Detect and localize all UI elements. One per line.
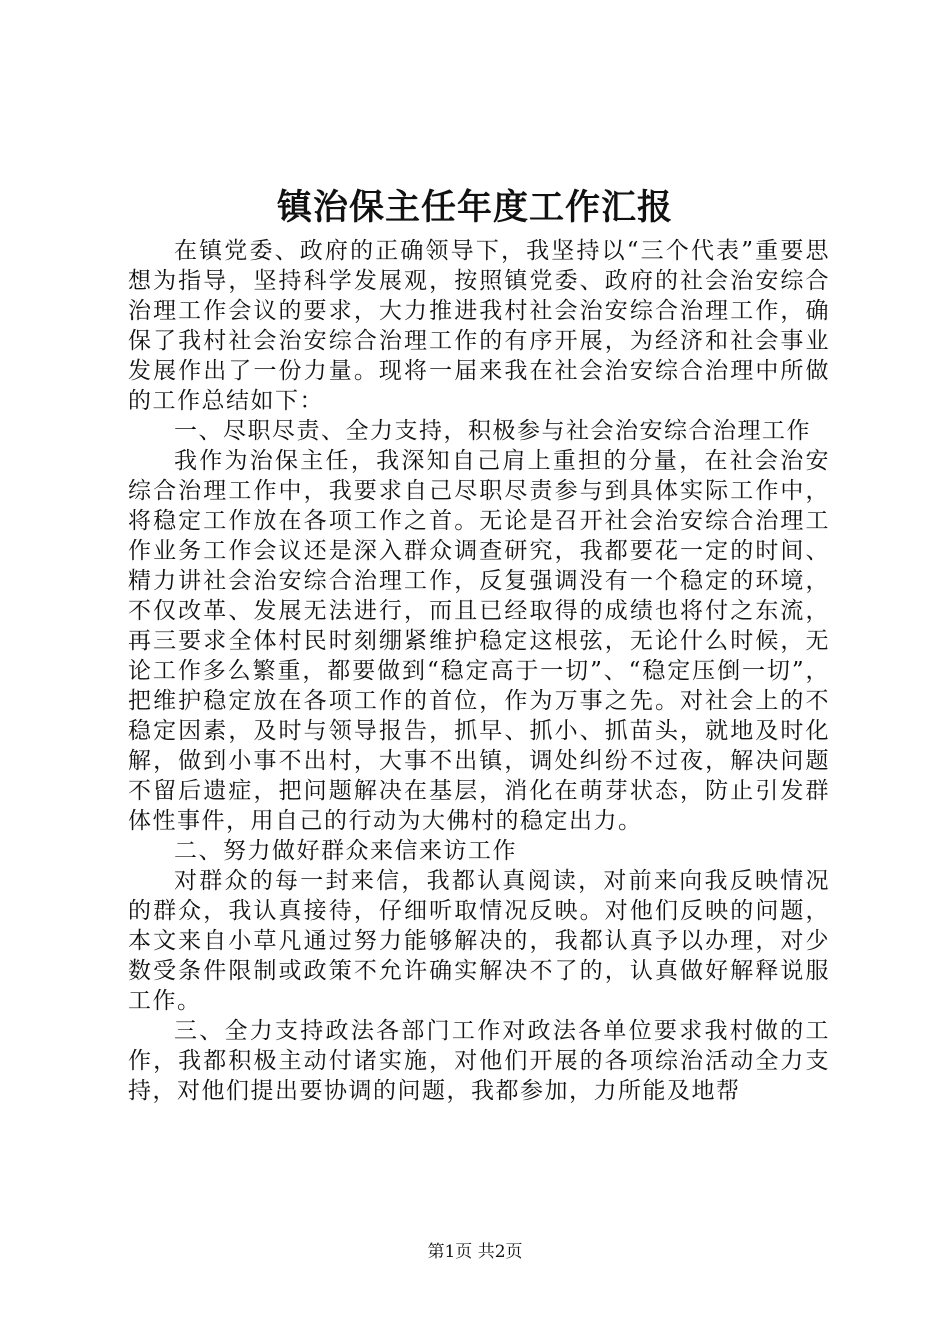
- document-body: [128, 236, 830, 1106]
- section-heading-1: 一、尽职尽责、全力支持，积极参与社会治安综合治理工作: [174, 418, 811, 444]
- paragraph-section-1: 我作为治保主任，我深知自己肩上重担的分量，在社会治安综合治理工作中，我要求自己尽职尽责参与到具体实际工作中，将稳定工作放在各项工作之首。无论是召开社会治安综合治理工作业务工作会议还是深入群众调查研究，我都要花一定的时间、精力讲社会治安综合治理工作，反复强调没有一个稳定的环境，不仅改革、发展无法进行，而且已经取得的成绩也将付之东流，再三要求全体村民时刻绷紧维护稳定这根弦，无论什么时候，无论工作多么繁重，都要做到“稳定高于一切”、“稳定压倒一切”，把维护稳定放在各项工作的首位，作为万事之先。对社会上的不稳定因素，及时与领导报告，抓早、抓小、抓苗头，就地及时化解，做到小事不出村，大事不出镇，调处纠纷不过夜，解决问题不留后遗症，把问题解决在基层，消化在萌芽状态，防止引发群体性事件，用自己的行动为大佛村的稳定出力。: [128, 448, 830, 834]
- document-title: 镇治保主任年度工作汇报: [276, 187, 673, 228]
- section-heading-2: 二、努力做好群众来信来访工作: [174, 838, 517, 864]
- page-footer: 第1页 共2页: [427, 1242, 523, 1262]
- paragraph-section-3: 三、全力支持政法各部门工作对政法各单位要求我村做的工作，我都积极主动付诸实施，对他们开展的各项综治活动全力支持，对他们提出要协调的问题，我都参加，力所能及地帮: [128, 1018, 830, 1104]
- paragraph-intro: 在镇党委、政府的正确领导下，我坚持以“三个代表”重要思想为指导，坚持科学发展观，按照镇党委、政府的社会治安综合治理工作会议的要求，大力推进我村社会治安综合治理工作，确保了我村社会治安综合治理工作的有序开展，为经济和社会事业发展作出了一份力量。现将一届来我在社会治安综合治理中所做的工作总结如下：: [128, 238, 830, 414]
- paragraph-section-2: 对群众的每一封来信，我都认真阅读，对前来向我反映情况的群众，我认真接待，仔细听取情况反映。对他们反映的问题，本文来自小草凡通过努力能够解决的，我都认真予以办理，对少数受条件限制或政策不允许确实解决不了的，认真做好解释说服工作。: [128, 868, 830, 1014]
